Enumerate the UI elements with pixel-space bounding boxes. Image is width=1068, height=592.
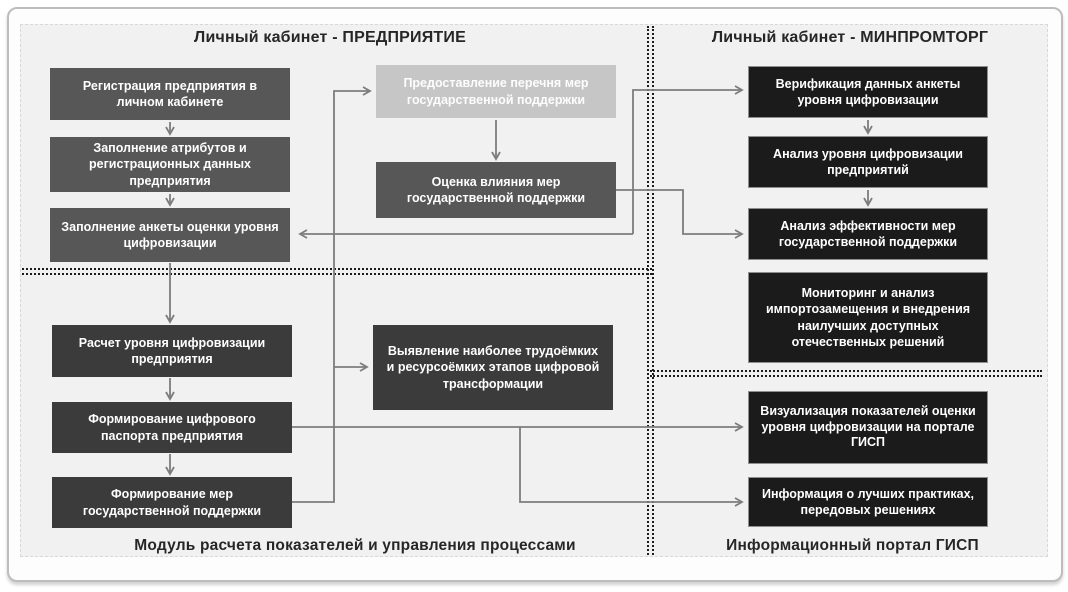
title-module: Модуль расчета показателей и управления процессами [134, 537, 576, 554]
node-support-impact: Оценка влияния мер государственной поддержки [376, 162, 616, 218]
node-bottlenecks: Выявление наиболее трудоёмких и ресурсоёмких этапов цифровой трансформации [373, 325, 613, 410]
node-registration: Регистрация предприятия в личном кабинете [50, 68, 290, 120]
node-effectiveness: Анализ эффективности мер государственной поддержки [748, 208, 988, 260]
title-portal: Информационный портал ГИСП [726, 537, 979, 554]
title-enterprise: Личный кабинет - ПРЕДПРИЯТИЕ [194, 29, 466, 46]
node-visualization: Визуализация показателей оценки уровня цифровизации на портале ГИСП [748, 391, 988, 464]
node-level-calc: Расчет уровня цифровизации предприятия [52, 325, 292, 377]
title-ministry: Личный кабинет - МИНПРОМТОРГ [711, 29, 989, 46]
node-monitoring: Мониторинг и анализ импортозамещения и внедрения наилучших доступных отечественных решений [748, 272, 988, 363]
node-attributes: Заполнение атрибутов и регистрационных данных предприятия [50, 137, 290, 192]
node-passport: Формирование цифрового паспорта предприятия [52, 402, 292, 453]
node-verification: Верификация данных анкеты уровня цифровизации [748, 66, 988, 118]
node-support-list: Предоставление перечня мер государственной поддержки [376, 65, 616, 118]
node-level-analysis: Анализ уровня цифровизации предприятий [748, 136, 988, 188]
divider-horizontal-right [650, 370, 1042, 377]
divider-vertical-center [647, 26, 654, 555]
node-best-practices: Информация о лучших практиках, передовых решениях [748, 477, 988, 527]
node-support-formation: Формирование мер государственной поддержки [52, 477, 292, 528]
divider-horizontal-left [22, 268, 652, 275]
node-questionnaire: Заполнение анкеты оценки уровня цифровизации [50, 208, 290, 262]
